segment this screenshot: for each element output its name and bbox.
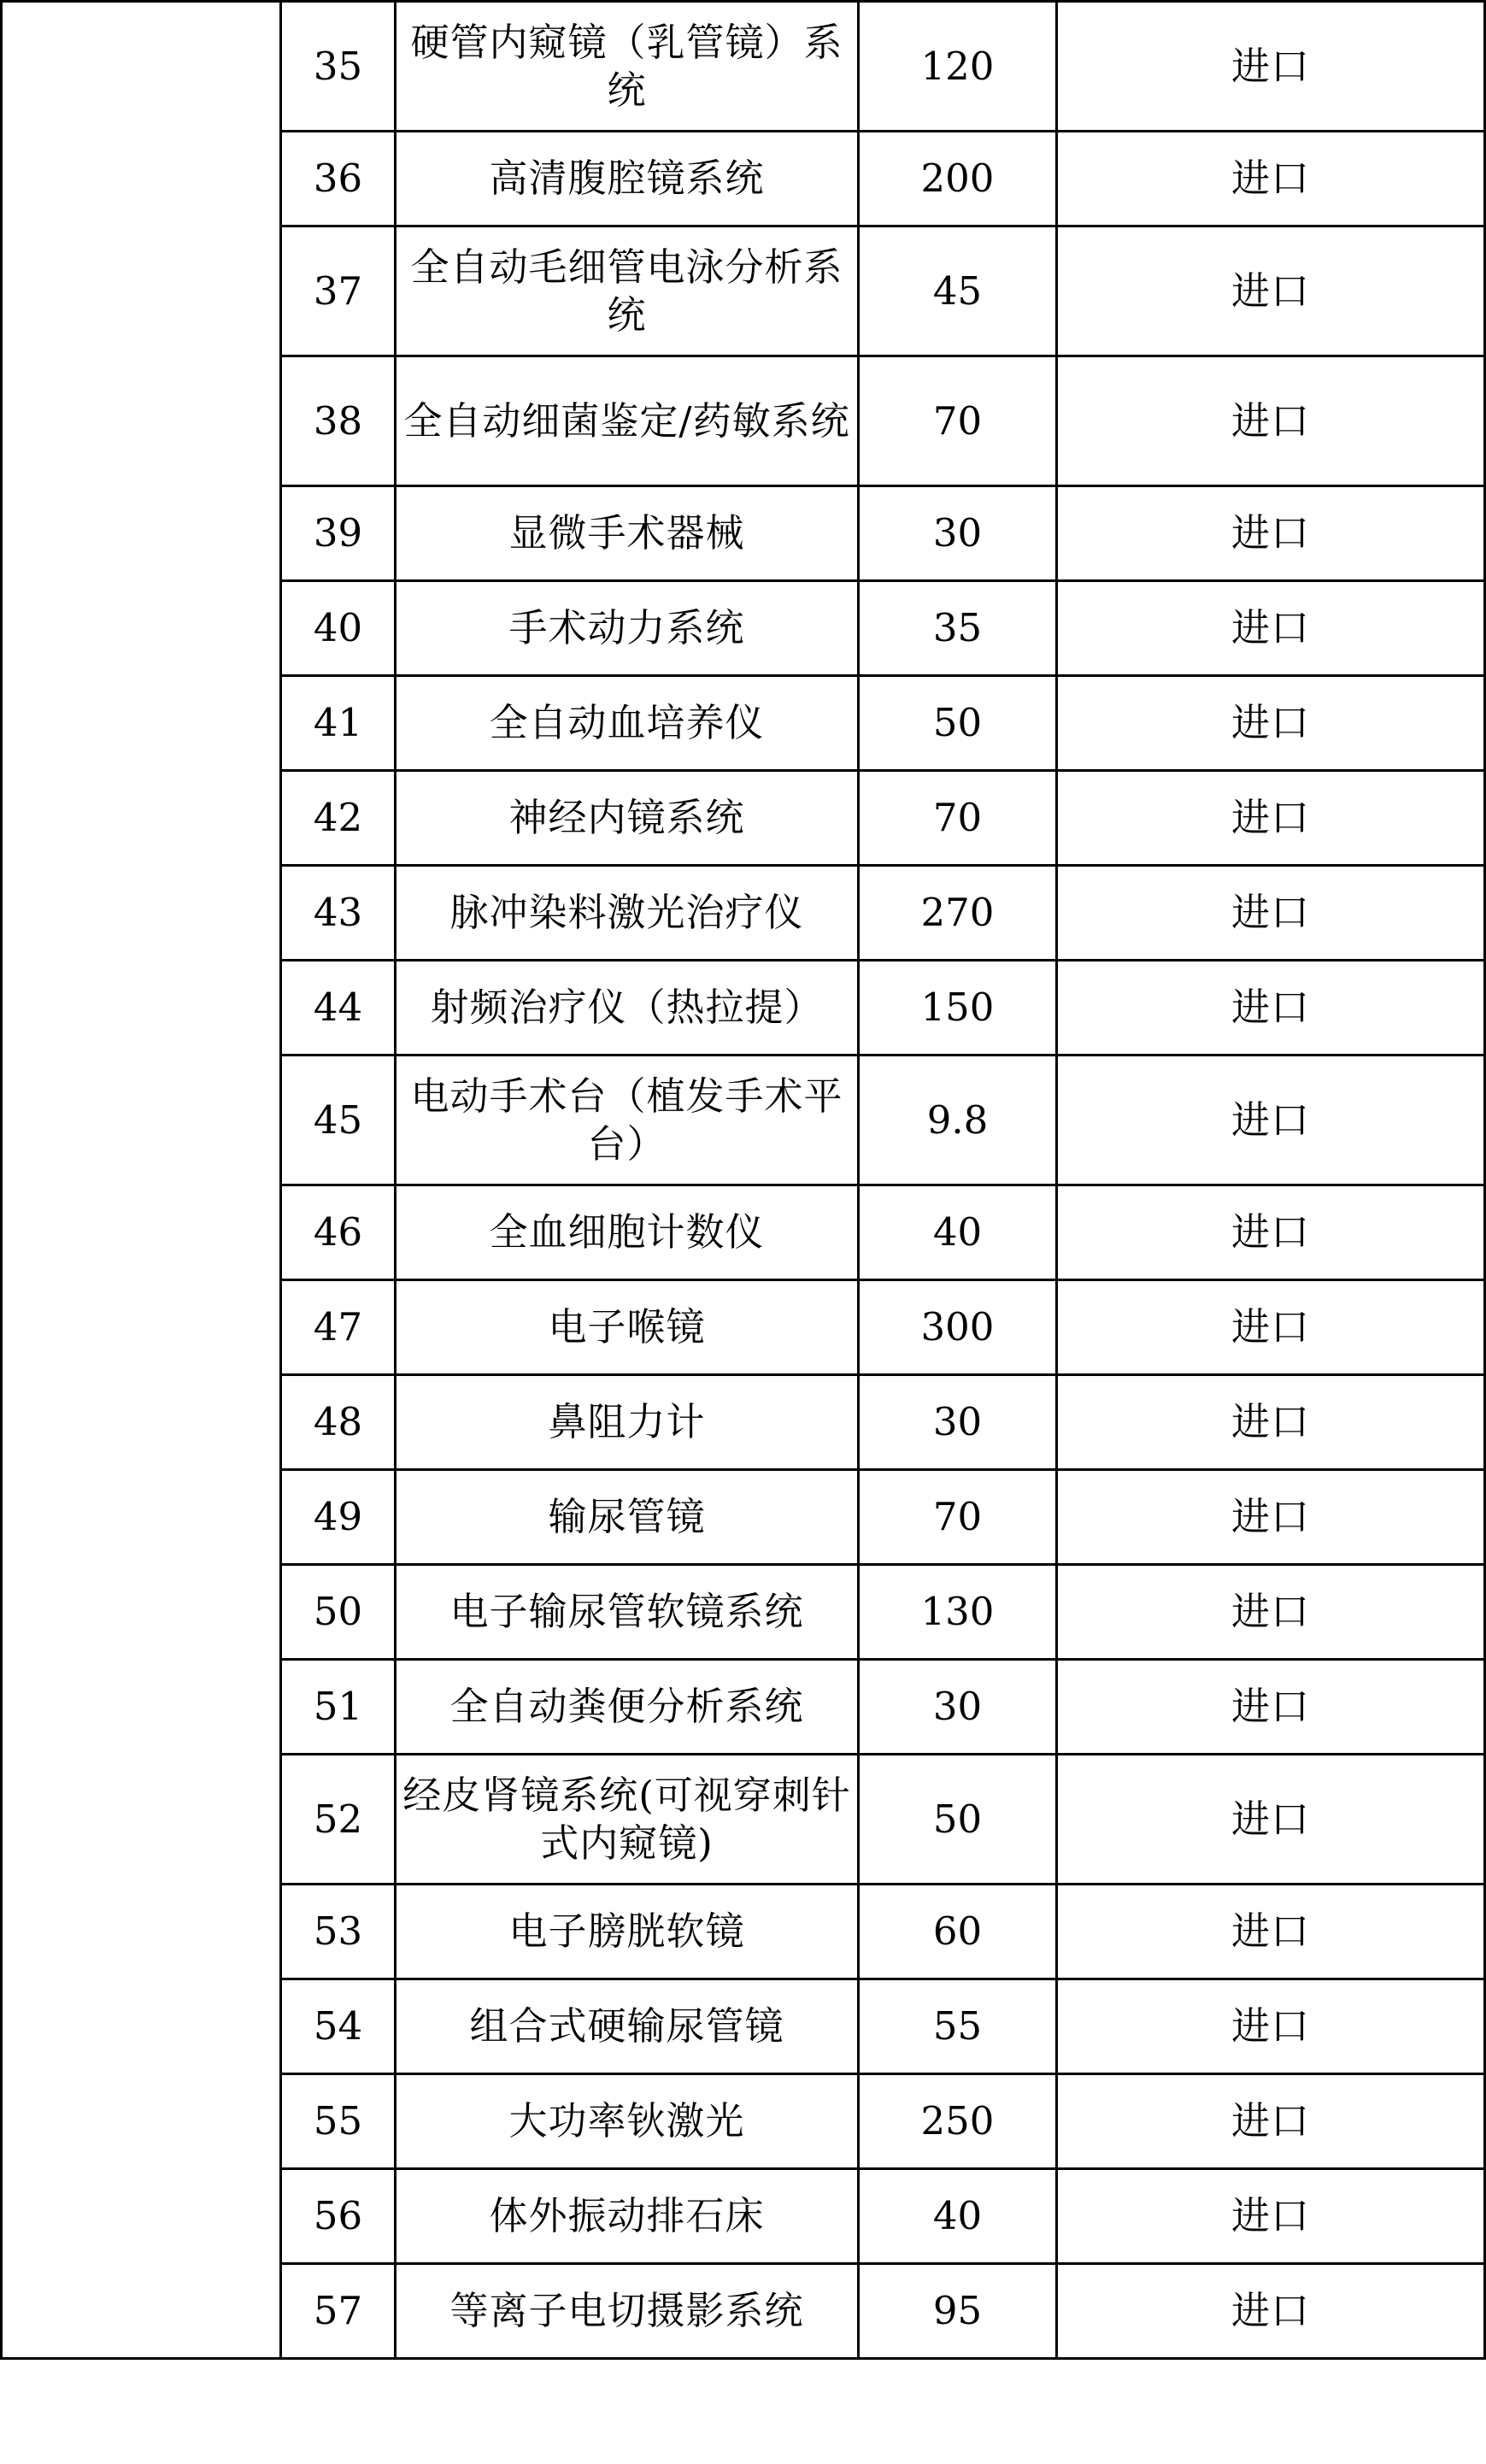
origin-value: 进口 (1057, 486, 1485, 581)
origin-value: 进口 (1057, 1885, 1485, 1979)
quantity-value: 45 (859, 226, 1057, 356)
origin-value: 进口 (1057, 1470, 1485, 1565)
equipment-name: 电动手术台（植发手术平台） (396, 1056, 859, 1185)
quantity-value: 150 (859, 961, 1057, 1056)
equipment-name: 经皮肾镜系统(可视穿刺针式内窥镜) (396, 1755, 859, 1885)
row-number: 53 (281, 1885, 396, 1979)
row-number: 45 (281, 1056, 396, 1185)
origin-value: 进口 (1057, 132, 1485, 226)
equipment-name: 全自动粪便分析系统 (396, 1660, 859, 1755)
equipment-name: 等离子电切摄影系统 (396, 2264, 859, 2359)
quantity-value: 70 (859, 771, 1057, 866)
quantity-value: 270 (859, 866, 1057, 961)
row-number: 41 (281, 676, 396, 771)
row-number: 56 (281, 2169, 396, 2264)
quantity-value: 35 (859, 581, 1057, 676)
equipment-name: 电子膀胱软镜 (396, 1885, 859, 1979)
origin-value: 进口 (1057, 676, 1485, 771)
quantity-value: 300 (859, 1280, 1057, 1375)
origin-value: 进口 (1057, 2074, 1485, 2169)
quantity-value: 200 (859, 132, 1057, 226)
row-number: 46 (281, 1185, 396, 1280)
origin-value: 进口 (1057, 1755, 1485, 1885)
origin-value: 进口 (1057, 1185, 1485, 1280)
row-number: 55 (281, 2074, 396, 2169)
origin-value: 进口 (1057, 1056, 1485, 1185)
row-number: 48 (281, 1375, 396, 1470)
equipment-name: 电子喉镜 (396, 1280, 859, 1375)
quantity-value: 70 (859, 1470, 1057, 1565)
origin-value: 进口 (1057, 226, 1485, 356)
quantity-value: 50 (859, 676, 1057, 771)
row-number: 51 (281, 1660, 396, 1755)
quantity-value: 130 (859, 1565, 1057, 1660)
equipment-name: 显微手术器械 (396, 486, 859, 581)
origin-value: 进口 (1057, 1660, 1485, 1755)
equipment-name: 全血细胞计数仪 (396, 1185, 859, 1280)
row-number: 39 (281, 486, 396, 581)
equipment-name: 输尿管镜 (396, 1470, 859, 1565)
equipment-name: 手术动力系统 (396, 581, 859, 676)
equipment-name: 神经内镜系统 (396, 771, 859, 866)
origin-value: 进口 (1057, 866, 1485, 961)
row-number: 50 (281, 1565, 396, 1660)
row-number: 57 (281, 2264, 396, 2359)
origin-value: 进口 (1057, 1375, 1485, 1470)
row-number: 42 (281, 771, 396, 866)
quantity-value: 30 (859, 1375, 1057, 1470)
row-number: 38 (281, 356, 396, 486)
row-number: 36 (281, 132, 396, 226)
equipment-name: 体外振动排石床 (396, 2169, 859, 2264)
equipment-name: 电子输尿管软镜系统 (396, 1565, 859, 1660)
row-number: 35 (281, 2, 396, 132)
quantity-value: 95 (859, 2264, 1057, 2359)
origin-value: 进口 (1057, 356, 1485, 486)
quantity-value: 30 (859, 486, 1057, 581)
origin-value: 进口 (1057, 581, 1485, 676)
equipment-name: 大功率钬激光 (396, 2074, 859, 2169)
quantity-value: 120 (859, 2, 1057, 132)
quantity-value: 55 (859, 1979, 1057, 2074)
table-row (2, 2, 1485, 132)
equipment-name: 全自动细菌鉴定/药敏系统 (396, 356, 859, 486)
origin-value: 进口 (1057, 1565, 1485, 1660)
origin-value: 进口 (1057, 1280, 1485, 1375)
origin-value: 进口 (1057, 2264, 1485, 2359)
equipment-name: 全自动血培养仪 (396, 676, 859, 771)
row-number: 37 (281, 226, 396, 356)
equipment-name: 射频治疗仪（热拉提） (396, 961, 859, 1056)
row-number: 52 (281, 1755, 396, 1885)
equipment-name: 鼻阻力计 (396, 1375, 859, 1470)
row-number: 40 (281, 581, 396, 676)
origin-value: 进口 (1057, 2169, 1485, 2264)
quantity-value: 40 (859, 1185, 1057, 1280)
row-number: 44 (281, 961, 396, 1056)
quantity-value: 9.8 (859, 1056, 1057, 1185)
origin-value: 进口 (1057, 1979, 1485, 2074)
equipment-name: 硬管内窥镜（乳管镜）系统 (396, 2, 859, 132)
quantity-value: 50 (859, 1755, 1057, 1885)
origin-value: 进口 (1057, 961, 1485, 1056)
origin-value: 进口 (1057, 2, 1485, 132)
origin-value: 进口 (1057, 771, 1485, 866)
row-number: 47 (281, 1280, 396, 1375)
equipment-name: 组合式硬输尿管镜 (396, 1979, 859, 2074)
row-number: 43 (281, 866, 396, 961)
equipment-table-body (2, 2, 1485, 2359)
row-number: 49 (281, 1470, 396, 1565)
category-cell (2, 2, 281, 2359)
quantity-value: 70 (859, 356, 1057, 486)
equipment-name: 全自动毛细管电泳分析系统 (396, 226, 859, 356)
quantity-value: 40 (859, 2169, 1057, 2264)
quantity-value: 30 (859, 1660, 1057, 1755)
quantity-value: 60 (859, 1885, 1057, 1979)
equipment-name: 高清腹腔镜系统 (396, 132, 859, 226)
quantity-value: 250 (859, 2074, 1057, 2169)
row-number: 54 (281, 1979, 396, 2074)
equipment-name: 脉冲染料激光治疗仪 (396, 866, 859, 961)
